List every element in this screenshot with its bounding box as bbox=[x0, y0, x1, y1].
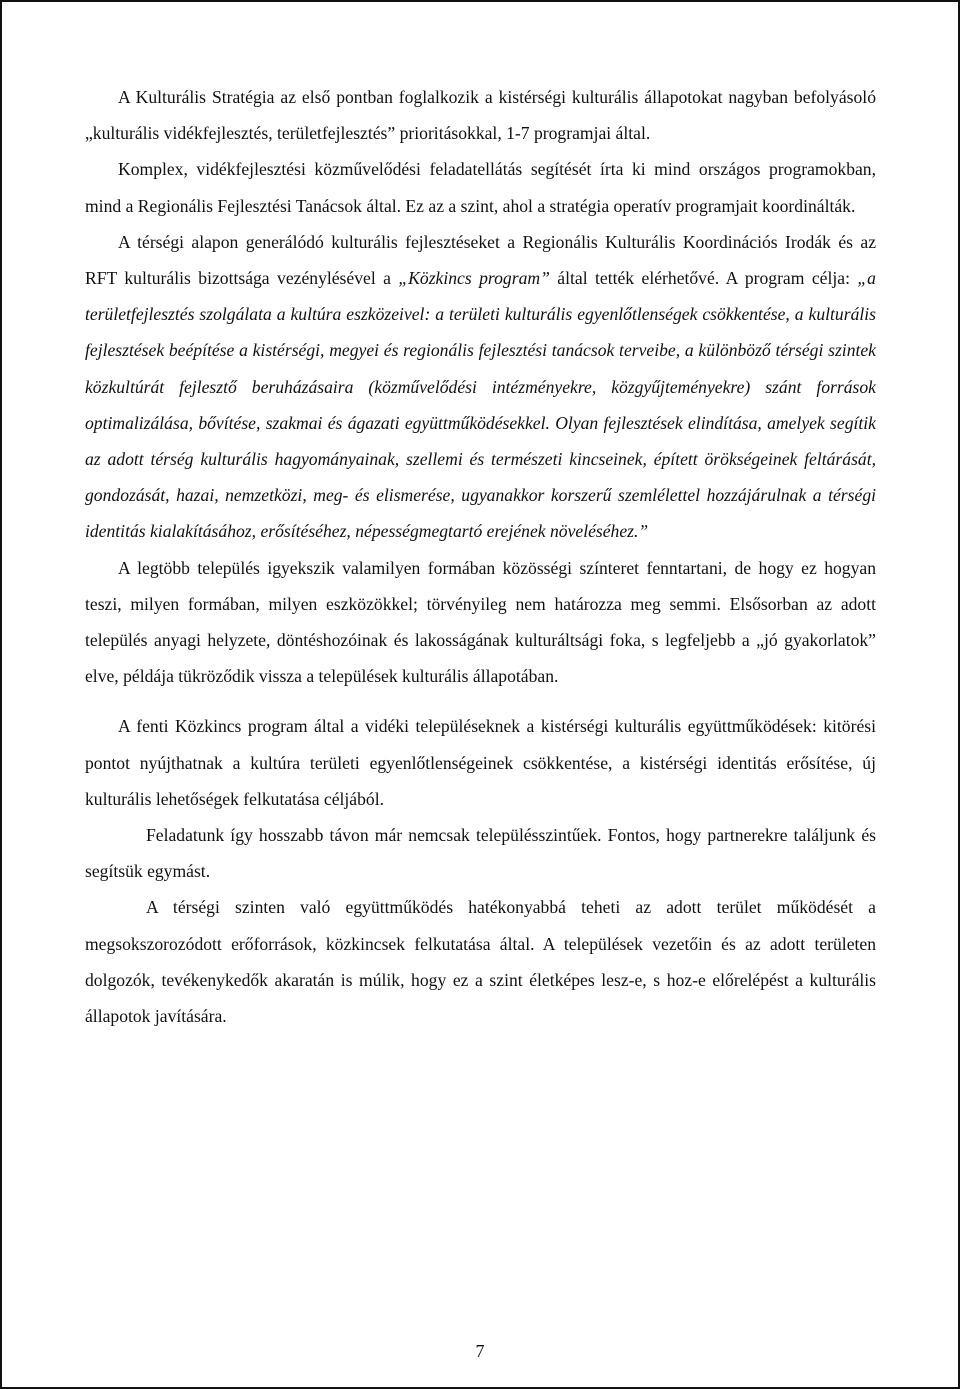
paragraph-7: A térségi szinten való együttműködés hatékonyabbá teheti az adott terület működését a megsokszorozódott erőforrások, közkincsek felkutatása által. A települések vezetőin és az adott területen dolgozók, tevékenykedők akaratán is múlik, hogy ez a szint életképes lesz-e, s hoz-e előrelépést a kulturális állapotok javítására. bbox=[85, 897, 876, 1027]
paragraph-3-text-1: A térségi alapon generálódó kulturális fejlesztéseket a Regionális Kulturális Koordinációs Irodák és az RFT kulturális bizottsága vezénylésével a bbox=[85, 231, 876, 289]
paragraph-3 bbox=[85, 224, 876, 550]
paragraph-6: Feladatunk így hosszabb távon már nemcsak településszintűek. Fontos, hogy partnerekre találjunk és segítsük egymást. bbox=[85, 825, 876, 882]
paragraph-3-text-2: által tették elérhetővé. A program célja: bbox=[549, 268, 858, 289]
program-name: „Közkincs program” bbox=[398, 268, 550, 289]
paragraph-5: A fenti Közkincs program által a vidéki településeknek a kistérségi kulturális együttműködések: kitörési pontot nyújthatnak a kultúra területi egyenlőtlenségeinek csökkentése, a kistérségi identitás erősítése, új kulturális lehetőségek felkutatása céljából. bbox=[85, 716, 876, 809]
paragraph-1: A Kulturális Stratégia az első pontban foglalkozik a kistérségi kulturális állapotokat nagyban befolyásoló „kulturális vidékfejlesztés, területfejlesztés” prioritásokkal, 1-7 programjai által. bbox=[85, 87, 876, 144]
program-goal-quote: „a területfejlesztés szolgálata a kultúra eszközeivel: a területi kulturális egyenlőtlenségek csökkentése, a kulturális fejlesztések beépítése a kistérségi, megyei és regionális fejlesztési tanácsok terveibe, a különböző térségi szintek közkultúrát fejlesztő beruházásaira (közművelődési intézményekre, közgyűjteményekre) szánt források optimalizálása, bővítése, szakmai és ágazati együttműködésekkel. Olyan fejlesztések elindítása, amelyek segítik az adott térség kulturális hagyományainak, szellemi és természeti kincseinek, épített örökségeinek feltárását, gondozását, hazai, nemzetközi, meg- és elismerése, ugyanakkor korszerű szemlélettel hozzájárulnak a térségi identitás kialakításához, erősítéséhez, népességmegtartó erejének növeléséhez.” bbox=[85, 268, 876, 542]
document-body bbox=[85, 79, 876, 1034]
paragraph-2: Komplex, vidékfejlesztési közművelődési feladatellátás segítését írta ki mind országos programokban, mind a Regionális Fejlesztési Tanácsok által. Ez az a szint, ahol a stratégia operatív programjait koordinálták. bbox=[85, 159, 876, 216]
paragraph-4: A legtöbb település igyekszik valamilyen formában közösségi színteret fenntartani, de hogy ez hogyan teszi, milyen formában, milyen eszközökkel; törvényileg nem határozza meg semmi. Elsősorban az adott település anyagi helyzete, döntéshozóinak és lakosságának kulturáltsági foka, s legfeljebb a „jó gyakorlatok” elve, példája tükröződik vissza a települések kulturális állapotában. bbox=[85, 557, 876, 687]
page-number: 7 bbox=[475, 1341, 485, 1361]
